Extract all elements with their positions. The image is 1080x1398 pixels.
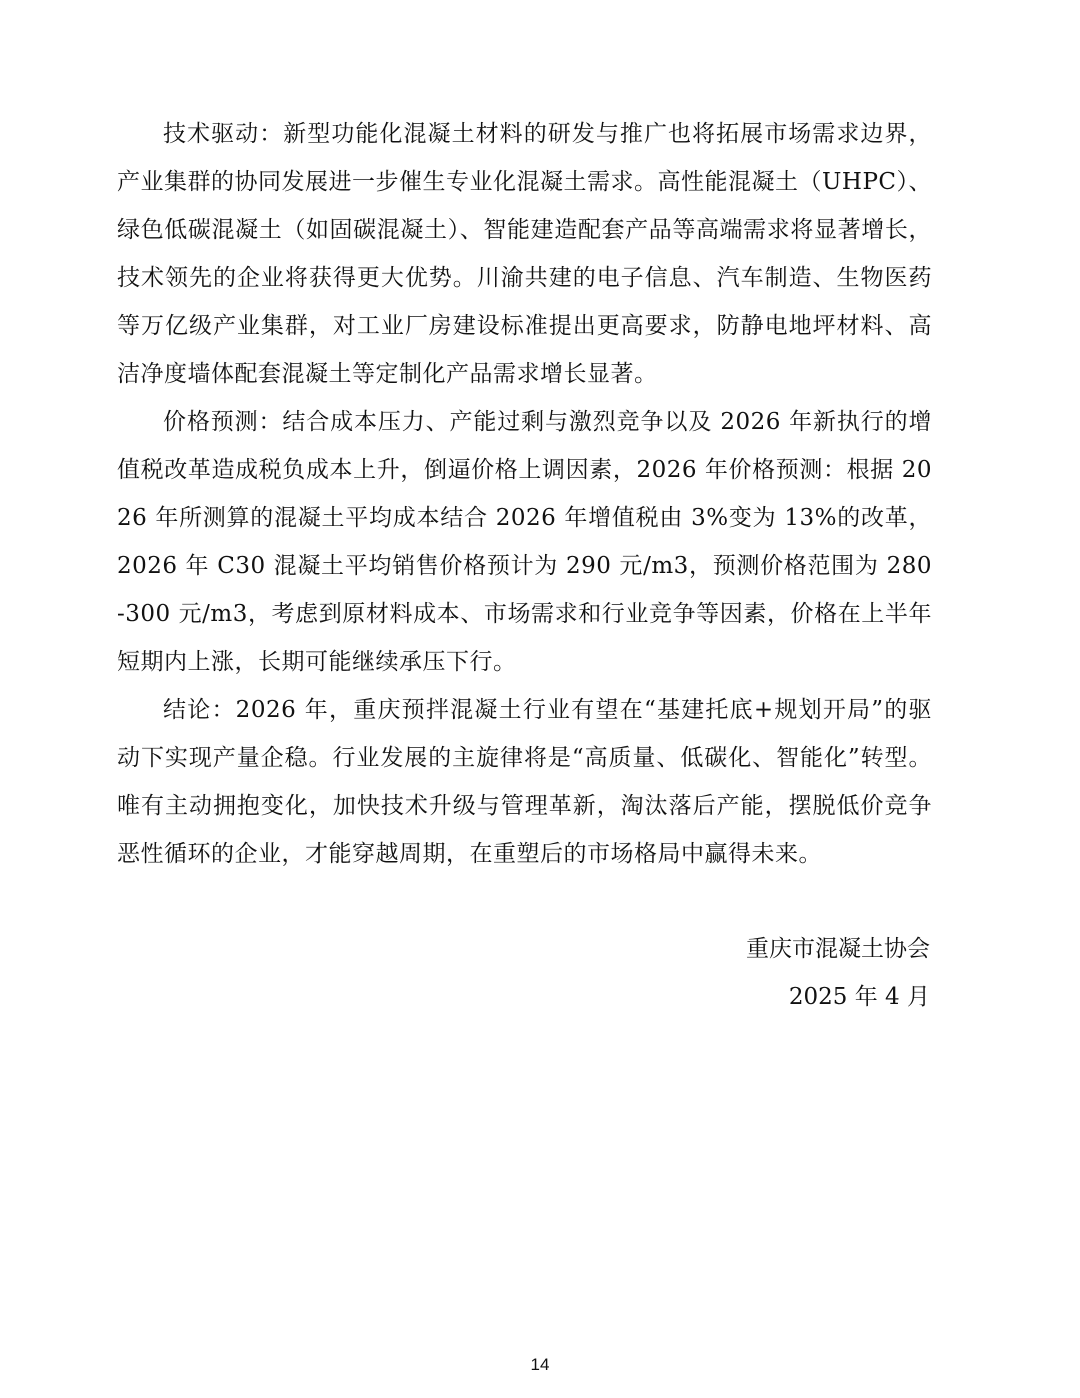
signature-block xyxy=(746,925,930,1021)
signature-organization: 重庆市混凝土协会 xyxy=(746,936,930,962)
signature-date: 2025 年 4 月 xyxy=(788,984,930,1010)
page-number: 14 xyxy=(530,1355,550,1374)
paragraph-technology-drive: 技术驱动：新型功能化混凝土材料的研发与推广也将拓展市场需求边界，产业集群的协同发展进一步催生专业化混凝土需求。高性能混凝土（UHPC）、绿色低碳混凝土（如固碳混凝土）、智能建造配套产品等高端需求将显著增长，技术领先的企业将获得更大优势。川渝共建的电子信息、汽车制造、生物医药等万亿级产业集群，对工业厂房建设标准提出更高要求，防静电地坪材料、高洁净度墙体配套混凝土等定制化产品需求增长显著。 xyxy=(117,121,933,387)
paragraph-price-forecast: 价格预测：结合成本压力、产能过剩与激烈竞争以及 2026 年新执行的增值税改革造成税负成本上升，倒逼价格上调因素，2026 年价格预测：根据 2026 年所测算的混凝土平均成本结合 2026 年增值税由 3%变为 13%的改革，2026 年 C30 混凝土平均销售价格预计为 290 元/m3，预测价格范围为 280-300 元/m3，考虑到原材料成本、市场需求和行业竞争等因素，价格在上半年短期内上涨，长期可能继续承压下行。 xyxy=(117,409,932,675)
paragraph-conclusion: 结论：2026 年，重庆预拌混凝土行业有望在“基建托底+规划开局”的驱动下实现产量企稳。行业发展的主旋律将是“高质量、低碳化、智能化”转型。唯有主动拥抱变化，加快技术升级与管理革新，淘汰落后产能，摆脱低价竞争恶性循环的企业，才能穿越周期，在重塑后的市场格局中赢得未来。 xyxy=(117,697,932,867)
body-text xyxy=(117,110,932,878)
